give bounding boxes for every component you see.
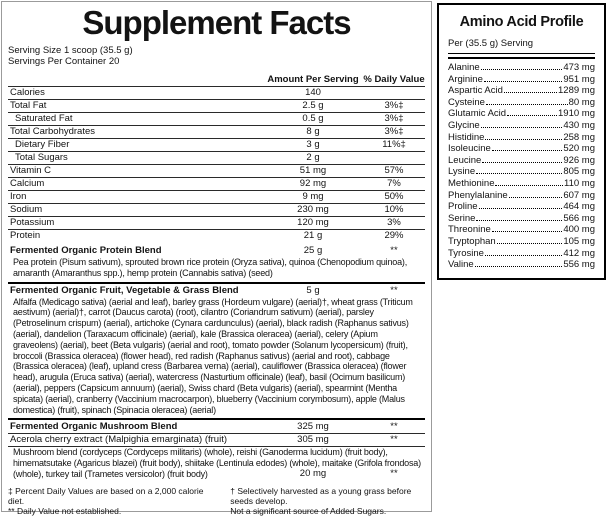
fruit-blend-row — [8, 285, 425, 297]
amino-acid-rows — [448, 57, 595, 271]
nutrient-name: Calories — [10, 87, 45, 98]
amino-acid-name: Leucine — [448, 154, 482, 166]
nutrient-name: Potassium — [10, 217, 55, 228]
amino-acid-amount: 1289 mg — [558, 85, 595, 97]
amino-acid-amount: 110 mg — [564, 177, 595, 189]
amino-acid-amount: 473 mg — [563, 62, 595, 73]
nutrient-row — [8, 216, 425, 229]
nutrient-amount: 230 mg — [297, 204, 329, 215]
nutrient-daily-value: 3% — [387, 217, 401, 228]
nutrient-daily-value — [363, 87, 425, 99]
amino-acid-name: Alanine — [448, 62, 480, 73]
dotted-leader — [481, 69, 563, 70]
amino-acid-row — [448, 97, 595, 109]
blend-daily-value: ** — [390, 421, 398, 433]
amino-acid-amount: 556 mg — [563, 259, 595, 271]
amino-acid-row — [448, 155, 595, 167]
nutrient-row — [8, 99, 425, 112]
amino-acid-amount: 464 mg — [563, 201, 595, 213]
dotted-leader — [495, 185, 563, 186]
dotted-leader — [486, 104, 568, 105]
amino-acid-name: Aspartic Acid — [448, 85, 503, 97]
nutrient-amount: 92 mg — [299, 178, 327, 189]
nutrient-daily-value — [363, 152, 425, 164]
amino-acid-amount: 105 mg — [563, 235, 595, 247]
nutrient-name: Iron — [10, 191, 27, 202]
acerola-row — [8, 433, 425, 446]
nutrient-amount: 2 g — [306, 152, 320, 163]
sub-blend-amount: 20 mg — [263, 469, 363, 480]
mushroom-sub-blend-ingredients: Mushroom blend (cordyceps (Cordyceps militaris) (whole), reishi (Ganoderma lucidum) (fruit body), himematsutake (Agaricus blazei) (fruit body), shiitake (Lentinula edodes) (whole), maitake (Grifola frondosa) (whole), turkey tail (Trametes versicolor) (fruit body) — [13, 447, 421, 479]
dotted-leader — [497, 243, 563, 244]
amino-acid-amount: 400 mg — [563, 224, 595, 236]
amino-acid-amount: 80 mg — [568, 96, 595, 108]
nutrient-daily-value: 11%‡ — [382, 139, 406, 150]
amino-acid-name: Glutamic Acid — [448, 108, 507, 120]
nutrient-name: Total Carbohydrates — [10, 126, 96, 137]
nutrient-row — [8, 203, 425, 216]
nutrient-name: Total Fat — [10, 100, 47, 111]
amino-acid-row — [448, 62, 595, 74]
nutrient-amount: 3 g — [306, 139, 320, 150]
amino-acid-row — [448, 166, 595, 178]
nutrient-name: Dietary Fiber — [15, 139, 70, 150]
amino-acid-row — [448, 236, 595, 248]
amino-acid-name: Tryptophan — [448, 235, 496, 247]
nutrient-amount: 140 — [305, 87, 321, 98]
amino-acid-name: Histidine — [448, 131, 485, 143]
dotted-leader — [476, 173, 562, 174]
nutrient-daily-value: 3%‡ — [384, 100, 404, 111]
amino-acid-name: Serine — [448, 212, 476, 224]
nutrient-row — [8, 112, 425, 125]
nutrient-name: Total Sugars — [15, 152, 68, 163]
amino-acid-name: Isoleucine — [448, 143, 491, 155]
ingredient-amount: 305 mg — [297, 434, 329, 446]
amino-acid-amount: 412 mg — [563, 247, 595, 259]
amino-acid-row — [448, 74, 595, 86]
table-header-row — [8, 70, 425, 86]
nutrient-row — [8, 164, 425, 177]
amino-acid-profile-panel — [437, 3, 606, 280]
footnotes — [8, 484, 425, 516]
dotted-leader — [492, 231, 563, 232]
dotted-leader — [484, 81, 562, 82]
amino-acid-row — [448, 85, 595, 97]
amino-acid-amount: 430 mg — [563, 119, 595, 131]
fruit-blend-ingredients: Alfalfa (Medicago sativa) (aerial and leaf), barley grass (Hordeum vulgare) (aerial)†, wheat grass (Triticum aestivum) (aerial)†, carrot (Daucus carota) (root), cilantro (Coriandrum sativum) (aerial), parsley (Petroselinum crispum) (aerial), artichoke (Cynara cardunculus) (aerial), black radish (Raphanus sativus) (aerial), dandelion (Taraxacum officinale) (aerial), kale (Brassica oleracea) (aerial), celery (Apium graveolens) (aerial), beet (Beta vulgaris) (aerial and root), tomato powder (Solanum lycopersicum) (fruit), broccoli (Brassica oleracea) (flower head), red radish (Raphanus sativus) (aerial and root), cabbage (Brassica oleracea) (leaf), upland cress (Barbarea verna) (aerial), cauliflower (Brassica oleracea) (flower head), arugula (Eruca sativa) (aerial), watercress (Nasturtium officinale) (leaf), basil (Ocimum basilicum) (aerial), peppers (Capsicum annuum) (aerial), Swiss chard (Beta vulgaris) (aerial), spearmint (Mentha spicata) (aerial), cranberry (Vaccinium macrocarpon), blueberry (Vaccinium corymbosum), apple (Malus domestica) (fruit), spinach (Spinacia oleracea) (aerial) — [13, 296, 413, 415]
servings-per-container: Servings Per Container 20 — [8, 56, 120, 67]
amino-acid-name: Glycine — [448, 119, 480, 131]
blend-amount: 325 mg — [297, 421, 329, 433]
amino-acid-name: Phenylalanine — [448, 189, 508, 201]
protein-blend-row — [8, 245, 425, 257]
dotted-leader — [485, 139, 562, 140]
amino-acid-row — [448, 132, 595, 144]
amino-acid-name: Arginine — [448, 73, 483, 85]
dotted-leader — [492, 150, 563, 151]
footnotes-right — [230, 486, 425, 516]
amino-acid-amount: 1910 mg — [558, 108, 595, 120]
amino-acid-row — [448, 143, 595, 155]
amino-acid-name: Proline — [448, 201, 478, 213]
amino-acid-row — [448, 201, 595, 213]
label-title: Supplement Facts — [82, 4, 351, 41]
amino-acid-row — [448, 120, 595, 132]
amino-acid-row — [448, 190, 595, 202]
amino-acid-amount: 607 mg — [563, 189, 595, 201]
blend-name: Fermented Organic Protein Blend — [10, 245, 162, 256]
nutrient-row — [8, 138, 425, 151]
amino-acid-name: Threonine — [448, 224, 491, 236]
nutrient-amount: 51 mg — [299, 165, 327, 176]
nutrient-amount: 2.5 g — [302, 100, 324, 111]
serving-size: Serving Size 1 scoop (35.5 g) — [8, 45, 133, 56]
amino-acid-amount: 805 mg — [563, 166, 595, 178]
nutrient-rows — [8, 86, 425, 242]
nutrient-daily-value: 10% — [384, 204, 404, 215]
sub-blend-daily-value: ** — [363, 469, 425, 480]
amino-acid-name: Valine — [448, 259, 474, 271]
nutrient-amount: 21 g — [303, 230, 323, 241]
nutrient-row — [8, 86, 425, 99]
dotted-leader — [481, 127, 563, 128]
nutrient-amount: 8 g — [306, 126, 320, 137]
footnotes-left — [8, 486, 218, 516]
nutrient-name: Sodium — [10, 204, 43, 215]
blend-name: Fermented Organic Fruit, Vegetable & Grass Blend — [10, 284, 239, 296]
nutrient-row — [8, 190, 425, 203]
blend-amount: 5 g — [306, 284, 320, 296]
mushroom-sub-blend-row — [8, 447, 425, 481]
amino-acid-row — [448, 108, 595, 120]
dotted-leader — [482, 162, 562, 163]
nutrient-daily-value: 3%‡ — [384, 126, 404, 137]
dotted-leader — [476, 220, 562, 221]
amino-acid-row — [448, 259, 595, 271]
amino-acid-row — [448, 178, 595, 190]
nutrient-name: Saturated Fat — [15, 113, 73, 124]
amino-acid-row — [448, 213, 595, 225]
footnote-line: ‡ Percent Daily Values are based on a 2,000 calorie diet. — [8, 485, 204, 506]
amino-acid-amount: 951 mg — [563, 73, 595, 85]
amino-acid-amount: 566 mg — [563, 212, 595, 224]
amino-acid-name: Tyrosine — [448, 247, 484, 259]
amount-per-serving-header: Amount Per Serving — [267, 74, 359, 85]
nutrient-name: Vitamin C — [10, 165, 52, 176]
nutrient-name: Protein — [10, 230, 41, 241]
right-column — [437, 1, 607, 512]
nutrient-row — [8, 151, 425, 164]
dotted-leader — [509, 197, 563, 198]
amino-acid-amount: 926 mg — [563, 154, 595, 166]
blend-name: Fermented Organic Mushroom Blend — [10, 421, 178, 433]
footnote-line: † Selectively harvested as a young grass before seeds develop. — [230, 485, 412, 506]
amino-acid-amount: 520 mg — [563, 143, 595, 155]
nutrient-daily-value: 29% — [384, 230, 404, 241]
nutrient-row — [8, 125, 425, 138]
ingredient-daily-value: ** — [390, 434, 398, 446]
dotted-leader — [479, 208, 563, 209]
amino-acid-name: Lysine — [448, 166, 476, 178]
dotted-leader — [504, 92, 557, 93]
nutrient-row — [8, 177, 425, 190]
amino-acid-row — [448, 224, 595, 236]
ingredient-name: Acerola cherry extract (Malpighia emarginata) (fruit) — [10, 434, 227, 446]
blend-daily-value: ** — [390, 284, 398, 296]
footnote-line: Not a significant source of Added Sugars. — [230, 505, 387, 516]
nutrient-name: Calcium — [10, 178, 45, 189]
amino-panel-subtitle: Per (35.5 g) Serving — [448, 38, 595, 54]
nutrient-row — [8, 229, 425, 242]
amino-acid-row — [448, 248, 595, 260]
dotted-leader — [475, 266, 563, 267]
mushroom-blend-row — [8, 421, 425, 433]
nutrient-daily-value: 50% — [384, 191, 404, 202]
nutrient-daily-value: 3%‡ — [384, 113, 404, 124]
nutrient-amount: 9 mg — [302, 191, 324, 202]
blend-daily-value: ** — [390, 245, 398, 256]
footnote-line: ** Daily Value not established. — [8, 505, 122, 516]
nutrient-daily-value: 57% — [384, 165, 404, 176]
nutrient-amount: 0.5 g — [302, 113, 324, 124]
supplement-facts-label — [1, 1, 432, 516]
amino-acid-name: Cysteine — [448, 96, 485, 108]
daily-value-header: % Daily Value — [363, 74, 425, 85]
nutrient-amount: 120 mg — [297, 217, 329, 228]
dotted-leader — [485, 255, 562, 256]
amino-panel-title: Amino Acid Profile — [459, 14, 584, 30]
amino-acid-amount: 258 mg — [563, 131, 595, 143]
nutrient-daily-value: 7% — [387, 178, 401, 189]
protein-blend-ingredients: Pea protein (Pisum sativum), sprouted brown rice protein (Oryza sativa), quinoa (Chenopodium quinoa), amaranth (Amaranthus spp.), hemp protein (Cannabis sativa) (seed) — [13, 257, 407, 278]
dotted-leader — [507, 115, 557, 116]
amino-acid-name: Methionine — [448, 177, 495, 189]
blend-amount: 25 g — [303, 245, 323, 256]
